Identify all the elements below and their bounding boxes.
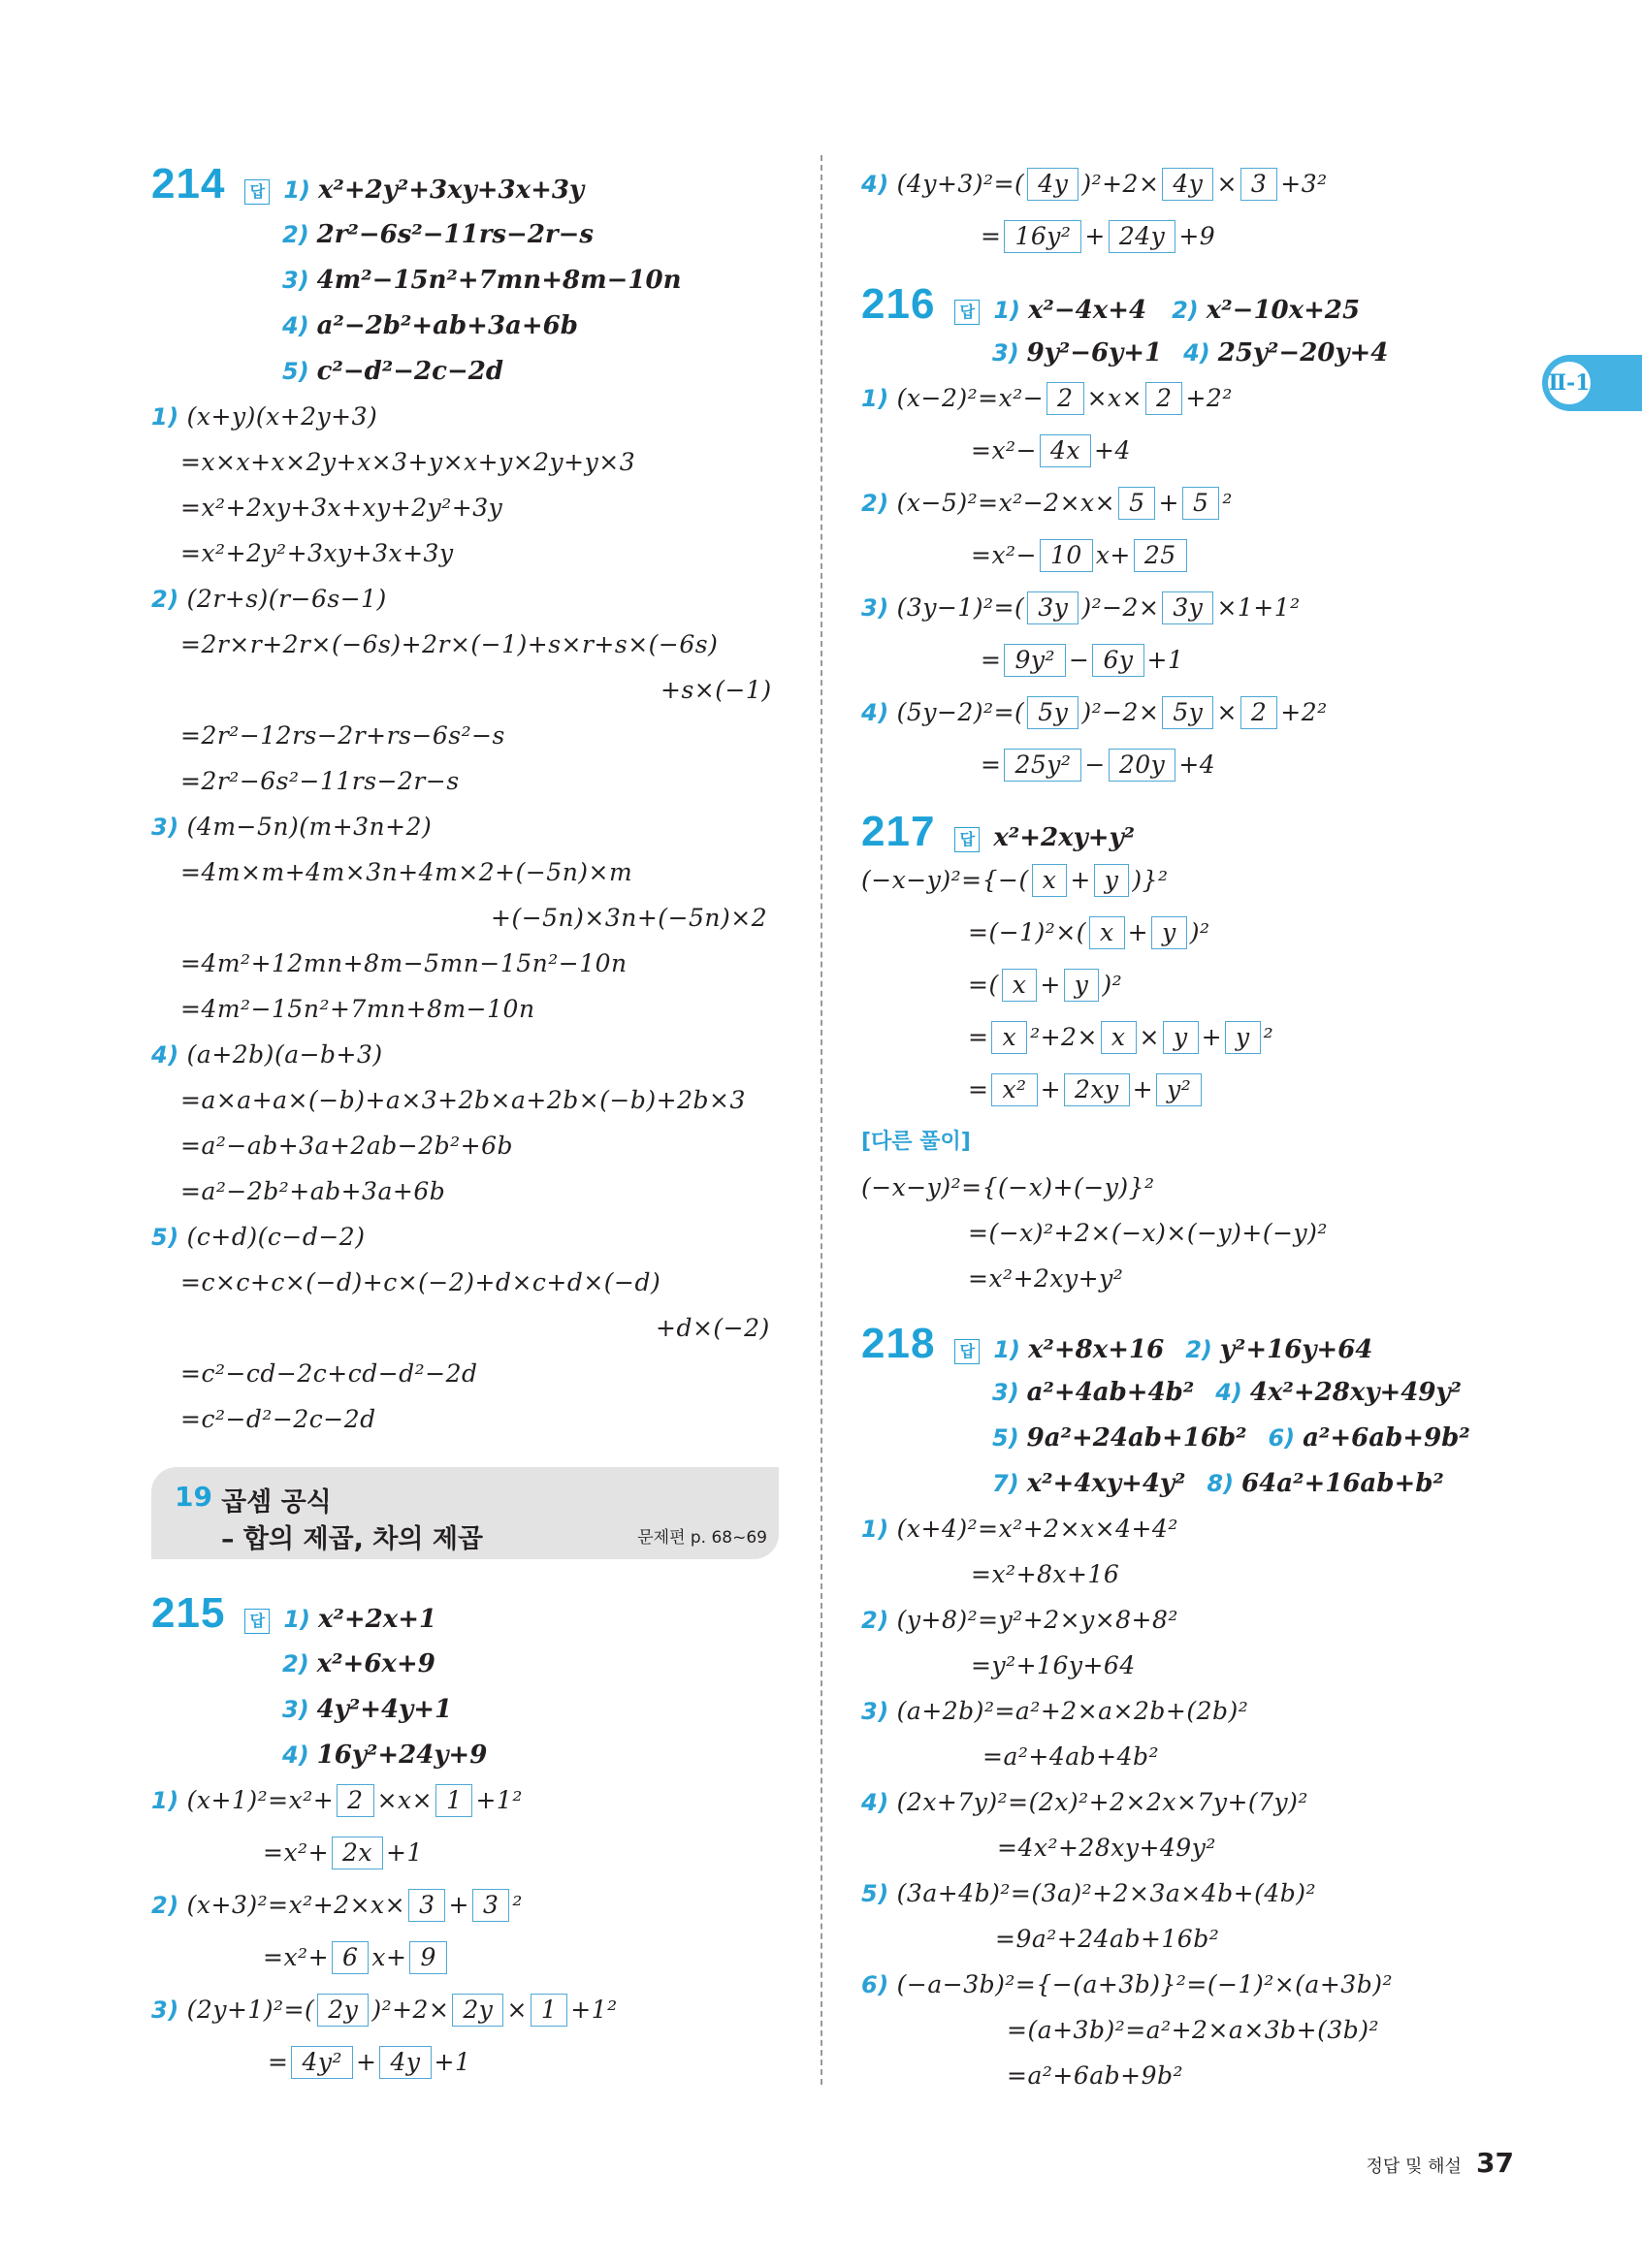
solution-line: 6) (−a−3b)²={−(a+3b)}²=(−1)²×(a+3b)² bbox=[861, 1970, 1393, 1998]
answer-box: 1 bbox=[435, 1784, 472, 1817]
solution-line: =2r²−12rs−2r+rs−6s²−s bbox=[180, 721, 505, 750]
item-label: 1) bbox=[151, 403, 179, 431]
solution-line: = 16y² + 24y +9 bbox=[981, 219, 1215, 254]
answer: 5) 9a²+24ab+16b² bbox=[992, 1423, 1247, 1453]
answer-box: 4y² bbox=[291, 2046, 353, 2079]
solution-line: =x²− 10 x+ 25 bbox=[971, 538, 1190, 573]
solution-line: =a²+4ab+4b² bbox=[982, 1742, 1160, 1771]
answer-badge: 답 bbox=[954, 827, 980, 852]
item-label: 2) bbox=[282, 1650, 309, 1677]
solution-line: =x²+ 6 x+ 9 bbox=[263, 1940, 450, 1975]
answer: 1) x²+8x+16 bbox=[993, 1335, 1165, 1364]
answer-box: 6 bbox=[332, 1941, 369, 1974]
answer-box: 4x bbox=[1040, 434, 1091, 467]
section-banner bbox=[151, 1467, 779, 1559]
problem-215-header bbox=[151, 1589, 437, 1637]
answer-box: x bbox=[991, 1021, 1027, 1054]
solution-line: (−x−y)²={(−x)+(−y)}² bbox=[861, 1173, 1155, 1201]
item-label: 2) bbox=[1172, 297, 1199, 324]
answer-box: 25y² bbox=[1004, 749, 1081, 782]
answer-box: x bbox=[1032, 864, 1068, 897]
solution-line: =x×x+x×2y+x×3+y×x+y×2y+y×3 bbox=[180, 448, 636, 476]
answer: 4) 16y²+24y+9 bbox=[282, 1741, 488, 1770]
answer-box: 4y bbox=[1162, 168, 1213, 201]
answer-box: y bbox=[1163, 1021, 1199, 1054]
answer-box: 4y bbox=[1027, 168, 1079, 201]
solution-line: 4) (2x+7y)²=(2x)²+2×2x×7y+(7y)² bbox=[861, 1788, 1308, 1816]
section-reference: 문제편 p. 68~69 bbox=[637, 1528, 767, 1548]
answer-box: 16y² bbox=[1004, 220, 1081, 253]
problem-number: 214 bbox=[151, 160, 226, 208]
answer-box: 2x bbox=[332, 1837, 383, 1869]
answer-box: 3y bbox=[1162, 591, 1213, 624]
item-label: 3) bbox=[992, 1379, 1019, 1406]
problem-number: 215 bbox=[151, 1589, 226, 1637]
solution-line: = 25y² − 20y +4 bbox=[981, 748, 1215, 783]
answer-box: 9 bbox=[409, 1941, 446, 1974]
solution-line: =c²−d²−2c−2d bbox=[180, 1405, 376, 1433]
answer: 3) 4m²−15n²+7mn+8m−10n bbox=[282, 266, 682, 295]
solution-line: 3) (2y+1)²=( 2y )²+2× 2y × 1 +1² bbox=[151, 1993, 618, 2028]
answer-box: 2 bbox=[1240, 696, 1277, 729]
problem-number: 217 bbox=[861, 808, 936, 855]
solution-line: =c×c+c×(−d)+c×(−2)+d×c+d×(−d) bbox=[180, 1268, 661, 1296]
problem-number: 218 bbox=[861, 1320, 936, 1367]
answer: 4) 4x²+28xy+49y² bbox=[1215, 1378, 1462, 1407]
answer-box: x bbox=[1089, 916, 1125, 949]
answer: 3) 4y²+4y+1 bbox=[282, 1695, 453, 1724]
answer-box: 3 bbox=[408, 1889, 445, 1922]
solution-line: = x ²+2× x × y + y ² bbox=[968, 1020, 1273, 1055]
item-label: 8) bbox=[1207, 1470, 1235, 1497]
item-label: 5) bbox=[861, 1880, 889, 1907]
answer: 4) a²−2b²+ab+3a+6b bbox=[282, 311, 578, 340]
answer-box: x bbox=[1101, 1021, 1137, 1054]
answer-box: 2 bbox=[1046, 382, 1083, 415]
item-label: 2) bbox=[1185, 1336, 1212, 1363]
answer-box: 20y bbox=[1109, 749, 1175, 782]
item-label: 2) bbox=[282, 221, 309, 248]
solution-line: =y²+16y+64 bbox=[971, 1651, 1136, 1679]
item-label: 1) bbox=[283, 1606, 310, 1633]
chapter-tab[interactable] bbox=[1542, 355, 1642, 411]
answer-badge: 답 bbox=[244, 179, 270, 205]
answer-box: 2 bbox=[337, 1784, 373, 1817]
answer-box: x bbox=[1002, 969, 1038, 1002]
item-label: 4) bbox=[861, 1789, 889, 1816]
answer-box: 5y bbox=[1027, 696, 1079, 729]
answer-line bbox=[992, 1466, 1444, 1501]
solution-line: 1) (x+4)²=x²+2×x×4+4² bbox=[861, 1515, 1178, 1543]
solution-line: =x²+2xy+3x+xy+2y²+3y bbox=[180, 494, 503, 522]
item-label: 2) bbox=[861, 1607, 889, 1634]
answer: 3) a²+4ab+4b² bbox=[992, 1378, 1195, 1407]
solution-line: =9a²+24ab+16b² bbox=[995, 1925, 1220, 1953]
item-label: 5) bbox=[992, 1424, 1019, 1452]
item-label: 3) bbox=[861, 1698, 889, 1725]
solution-line: 2) (x+3)²=x²+2×x× 3 + 3 ² bbox=[151, 1888, 523, 1923]
solution-line: =(−x)²+2×(−x)×(−y)+(−y)² bbox=[968, 1219, 1328, 1247]
item-label: 1) bbox=[993, 297, 1020, 324]
answer-box: y² bbox=[1156, 1073, 1202, 1106]
alternative-solution-label: [다른 풀이] bbox=[861, 1130, 971, 1154]
answer-badge: 답 bbox=[954, 300, 980, 325]
item-label: 4) bbox=[151, 1041, 179, 1069]
answer-box: y bbox=[1225, 1021, 1261, 1054]
solution-line: 2) (x−5)²=x²−2×x× 5 + 5 ² bbox=[861, 486, 1233, 521]
item-label: 3) bbox=[992, 339, 1019, 367]
solution-line: =4m×m+4m×3n+4m×2+(−5n)×m bbox=[180, 858, 633, 886]
solution-line: =4m²−15n²+7mn+8m−10n bbox=[180, 995, 535, 1023]
answer-box: 3 bbox=[1240, 168, 1277, 201]
answer-box: 2xy bbox=[1064, 1073, 1130, 1106]
solution-line: 4) (4y+3)²=( 4y )²+2× 4y × 3 +3² bbox=[861, 167, 1328, 202]
page-number: 37 bbox=[1476, 2147, 1514, 2179]
item-label: 6) bbox=[861, 1971, 889, 1998]
item-label: 4) bbox=[282, 312, 309, 339]
item-label: 2) bbox=[151, 586, 179, 613]
solution-line: =x²+8x+16 bbox=[971, 1560, 1120, 1588]
item-label: 3) bbox=[151, 814, 179, 841]
answer-badge: 답 bbox=[244, 1609, 270, 1634]
item-label: 1) bbox=[993, 1336, 1020, 1363]
solution-line: 4) (a+2b)(a−b+3) bbox=[151, 1040, 383, 1069]
solution-line: 3) (3y−1)²=( 3y )²−2× 3y ×1+1² bbox=[861, 591, 1301, 625]
problem-217-header bbox=[861, 808, 1135, 855]
solution-line: =2r×r+2r×(−6s)+2r×(−1)+s×r+s×(−6s) bbox=[180, 630, 719, 658]
solution-line: 5) (3a+4b)²=(3a)²+2×3a×4b+(4b)² bbox=[861, 1879, 1317, 1907]
answer-box: 5 bbox=[1118, 487, 1155, 520]
column-divider bbox=[821, 155, 822, 2085]
item-label: 4) bbox=[282, 1741, 309, 1769]
item-label: 3) bbox=[282, 267, 309, 294]
answer-line bbox=[992, 1375, 1462, 1410]
answer-badge: 답 bbox=[954, 1339, 980, 1364]
solution-line: =2r²−6s²−11rs−2r−s bbox=[180, 767, 460, 795]
answer-line bbox=[992, 1421, 1470, 1455]
solution-line: +(−5n)×3n+(−5n)×2 bbox=[491, 904, 768, 932]
solution-line: =a×a+a×(−b)+a×3+2b×a+2b×(−b)+2b×3 bbox=[180, 1086, 746, 1114]
problem-216-header bbox=[861, 280, 1361, 328]
solution-line: = x² + 2xy + y² bbox=[968, 1072, 1205, 1107]
answer-box: 5 bbox=[1182, 487, 1219, 520]
answer: 6) a²+6ab+9b² bbox=[1268, 1423, 1470, 1453]
solution-line: +s×(−1) bbox=[660, 676, 772, 704]
answer-box: 9y² bbox=[1004, 644, 1066, 677]
answer: x²+2xy+y² bbox=[993, 823, 1135, 852]
solution-line: =x²+ 2x +1 bbox=[263, 1836, 423, 1870]
problem-218-header bbox=[861, 1320, 1373, 1367]
answer-box: 10 bbox=[1040, 539, 1093, 572]
answer-box: 1 bbox=[531, 1994, 567, 2027]
item-label: 6) bbox=[1268, 1424, 1296, 1452]
item-label: 4) bbox=[1183, 339, 1210, 367]
solution-line: 3) (4m−5n)(m+3n+2) bbox=[151, 813, 433, 841]
answer: 5) c²−d²−2c−2d bbox=[282, 357, 504, 386]
solution-line: = 4y² + 4y +1 bbox=[268, 2045, 470, 2080]
answer: 2) x²−10x+25 bbox=[1172, 296, 1361, 325]
item-label: 5) bbox=[282, 358, 309, 385]
answer-box: 2 bbox=[1145, 382, 1182, 415]
answer-box: 3y bbox=[1027, 591, 1079, 624]
section-title: 곱셈 공식 bbox=[221, 1487, 332, 1517]
answer-box: 25 bbox=[1134, 539, 1187, 572]
solution-line: =(−1)²×( x + y )² bbox=[968, 915, 1210, 950]
answer-box: y bbox=[1151, 916, 1187, 949]
solution-line: 5) (c+d)(c−d−2) bbox=[151, 1223, 366, 1251]
chapter-label: Ⅱ-1 bbox=[1548, 362, 1591, 404]
item-label: 4) bbox=[1215, 1379, 1242, 1406]
page-footer bbox=[1367, 2147, 1514, 2179]
answer-box: x² bbox=[991, 1073, 1037, 1106]
answer: 2) y²+16y+64 bbox=[1185, 1335, 1373, 1364]
answer: 1) x²+2y²+3xy+3x+3y bbox=[283, 176, 585, 205]
solution-line: 2) (y+8)²=y²+2×y×8+8² bbox=[861, 1606, 1178, 1634]
answer-box: 3 bbox=[472, 1889, 509, 1922]
answer: 1) x²+2x+1 bbox=[283, 1605, 437, 1634]
solution-line: 1) (x+y)(x+2y+3) bbox=[151, 402, 378, 431]
answer-box: 6y bbox=[1092, 644, 1143, 677]
answer-box: 24y bbox=[1109, 220, 1175, 253]
answer-box: 2y bbox=[317, 1994, 369, 2027]
footer-text: 정답 및 해설 bbox=[1366, 2156, 1462, 2177]
answer: 2) 2r²−6s²−11rs−2r−s bbox=[282, 220, 595, 249]
answer-box: 4y bbox=[379, 2046, 431, 2079]
answer-box: y bbox=[1064, 969, 1100, 1002]
solution-line: 1) (x−2)²=x²− 2 ×x× 2 +2² bbox=[861, 381, 1233, 416]
solution-line: =x²+2xy+y² bbox=[968, 1264, 1124, 1293]
solution-line: =( x + y )² bbox=[968, 968, 1122, 1003]
solution-line: = 9y² − 6y +1 bbox=[981, 643, 1183, 678]
solution-line: =x²− 4x +4 bbox=[971, 433, 1131, 468]
answer: 4) 25y²−20y+4 bbox=[1183, 338, 1389, 367]
solution-line: =a²−2b²+ab+3a+6b bbox=[180, 1177, 446, 1205]
solution-line: 2) (2r+s)(r−6s−1) bbox=[151, 585, 387, 613]
item-label: 1) bbox=[283, 176, 310, 204]
solution-line: =4x²+28xy+49y² bbox=[997, 1834, 1216, 1862]
answer-box: 5y bbox=[1162, 696, 1213, 729]
solution-line: =(a+3b)²=a²+2×a×3b+(3b)² bbox=[1007, 2016, 1380, 2044]
solution-line: 3) (a+2b)²=a²+2×a×2b+(2b)² bbox=[861, 1697, 1249, 1725]
solution-line: +d×(−2) bbox=[656, 1314, 770, 1342]
solution-line: =a²−ab+3a+2ab−2b²+6b bbox=[180, 1132, 513, 1160]
answer: 3) 9y²−6y+1 bbox=[992, 338, 1163, 367]
solution-line: 1) (x+1)²=x²+ 2 ×x× 1 +1² bbox=[151, 1783, 523, 1818]
section-subtitle: – 합의 제곱, 차의 제곱 bbox=[221, 1524, 484, 1554]
problem-214-header bbox=[151, 160, 585, 208]
answer-box: y bbox=[1094, 864, 1130, 897]
answer: 7) x²+4xy+4y² bbox=[992, 1469, 1186, 1498]
item-label: 5) bbox=[151, 1224, 179, 1251]
item-label: 7) bbox=[992, 1470, 1019, 1497]
solution-line: 4) (5y−2)²=( 5y )²−2× 5y × 2 +2² bbox=[861, 695, 1328, 730]
answer-line bbox=[992, 335, 1388, 370]
solution-line: =c²−cd−2c+cd−d²−2d bbox=[180, 1359, 478, 1388]
solution-line: (−x−y)²={−( x + y )}² bbox=[861, 863, 1169, 898]
answer: 8) 64a²+16ab+b² bbox=[1207, 1469, 1444, 1498]
item-label: 3) bbox=[282, 1696, 309, 1723]
solution-line: =a²+6ab+9b² bbox=[1007, 2061, 1184, 2090]
solution-line: =4m²+12mn+8m−5mn−15n²−10n bbox=[180, 949, 628, 977]
answer-box: 2y bbox=[452, 1994, 503, 2027]
item-label: 1) bbox=[861, 1516, 889, 1543]
answer: 2) x²+6x+9 bbox=[282, 1649, 435, 1678]
solution-line: =x²+2y²+3xy+3x+3y bbox=[180, 539, 454, 567]
problem-number: 216 bbox=[861, 280, 936, 328]
section-number: 19 bbox=[175, 1481, 212, 1513]
answer: 1) x²−4x+4 bbox=[993, 296, 1147, 325]
